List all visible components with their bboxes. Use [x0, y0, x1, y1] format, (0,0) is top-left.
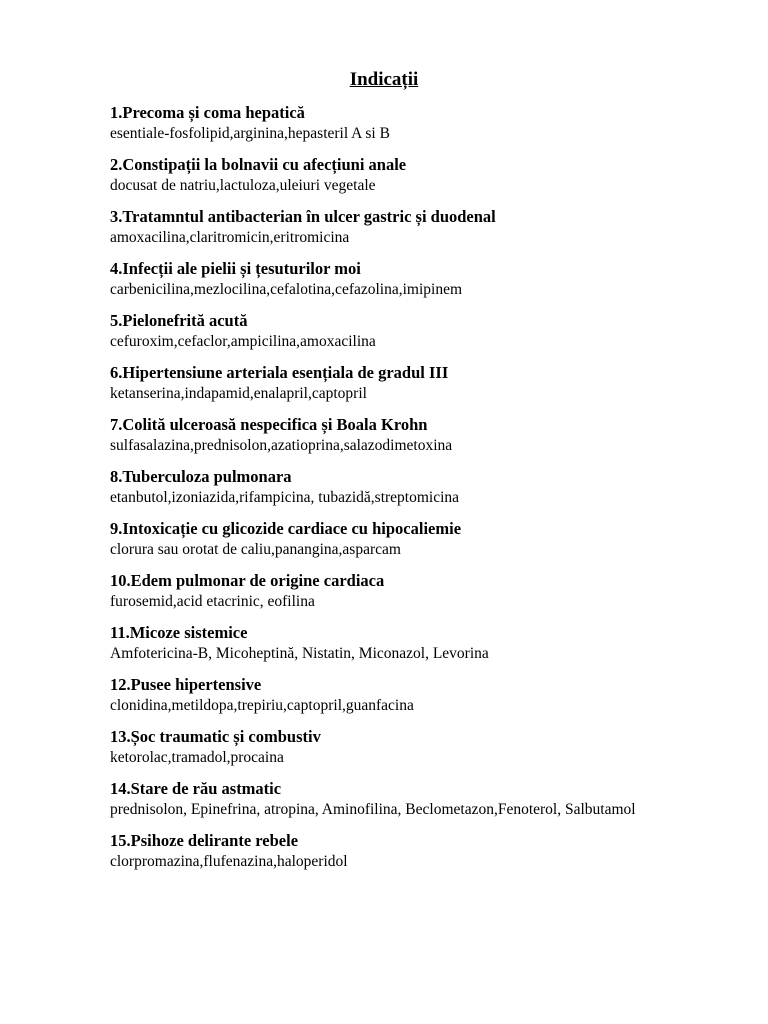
indication-heading: 7.Colită ulceroasă nespecifica și Boala Krohn	[110, 415, 428, 434]
indication-heading: 13.Șoc traumatic și combustiv	[110, 727, 321, 746]
list-item	[110, 310, 740, 352]
indication-heading: 6.Hipertensiune arteriala esențiala de gradul III	[110, 363, 449, 382]
list-item	[110, 258, 740, 300]
indication-drugs: etanbutol,izoniazida,rifampicina, tubazidă,streptomicina	[110, 489, 460, 506]
list-item	[110, 830, 740, 872]
list-item	[110, 102, 740, 144]
indication-drugs: carbenicilina,mezlocilina,cefalotina,cefazolina,imipinem	[110, 281, 463, 298]
indication-drugs: clonidina,metildopa,trepiriu,captopril,guanfacina	[110, 697, 414, 714]
indication-heading: 8.Tuberculoza pulmonara	[110, 467, 292, 486]
list-item	[110, 622, 740, 664]
list-item	[110, 674, 740, 716]
indications-list	[110, 102, 740, 882]
indication-heading: 3.Tratamntul antibacterian în ulcer gastric și duodenal	[110, 207, 496, 226]
list-item	[110, 362, 740, 404]
list-item	[110, 778, 740, 820]
indication-drugs: prednisolon, Epinefrina, atropina, Aminofilina, Beclometazon,Fenoterol, Salbutamol	[110, 801, 636, 818]
indication-heading: 2.Constipații la bolnavii cu afecțiuni anale	[110, 155, 407, 174]
indication-drugs: clorura sau orotat de caliu,panangina,asparcam	[110, 541, 401, 558]
indication-heading: 12.Pusee hipertensive	[110, 675, 262, 694]
indication-heading: 1.Precoma și coma hepatică	[110, 103, 305, 122]
page-title: Indicații	[349, 69, 419, 90]
indication-heading: 15.Psihoze delirante rebele	[110, 831, 299, 850]
list-item	[110, 570, 740, 612]
indication-drugs: furosemid,acid etacrinic, eofilina	[110, 593, 315, 610]
list-item	[110, 154, 740, 196]
indication-drugs: Amfotericina-B, Micoheptină, Nistatin, Miconazol, Levorina	[110, 645, 489, 662]
list-item	[110, 518, 740, 560]
indication-drugs: cefuroxim,cefaclor,ampicilina,amoxacilina	[110, 333, 376, 350]
list-item	[110, 414, 740, 456]
list-item	[110, 206, 740, 248]
indication-heading: 9.Intoxicație cu glicozide cardiace cu hipocaliemie	[110, 519, 462, 538]
indication-drugs: esentiale-fosfolipid,arginina,hepasteril A si B	[110, 125, 390, 142]
indication-heading: 4.Infecții ale pielii și țesuturilor moi	[110, 259, 361, 278]
list-item	[110, 466, 740, 508]
indication-drugs: docusat de natriu,lactuloza,uleiuri vegetale	[110, 177, 376, 194]
indication-heading: 11.Micoze sistemice	[110, 623, 248, 642]
indication-drugs: amoxacilina,claritromicin,eritromicina	[110, 229, 350, 246]
indication-drugs: ketorolac,tramadol,procaina	[110, 749, 284, 766]
indication-drugs: sulfasalazina,prednisolon,azatioprina,salazodimetoxina	[110, 437, 453, 454]
indication-heading: 10.Edem pulmonar de origine cardiaca	[110, 571, 385, 590]
list-item	[110, 726, 740, 768]
indication-drugs: clorpromazina,flufenazina,haloperidol	[110, 853, 348, 870]
indication-heading: 14.Stare de rău astmatic	[110, 779, 282, 798]
indication-drugs: ketanserina,indapamid,enalapril,captopril	[110, 385, 367, 402]
indication-heading: 5.Pielonefrită acută	[110, 311, 248, 330]
